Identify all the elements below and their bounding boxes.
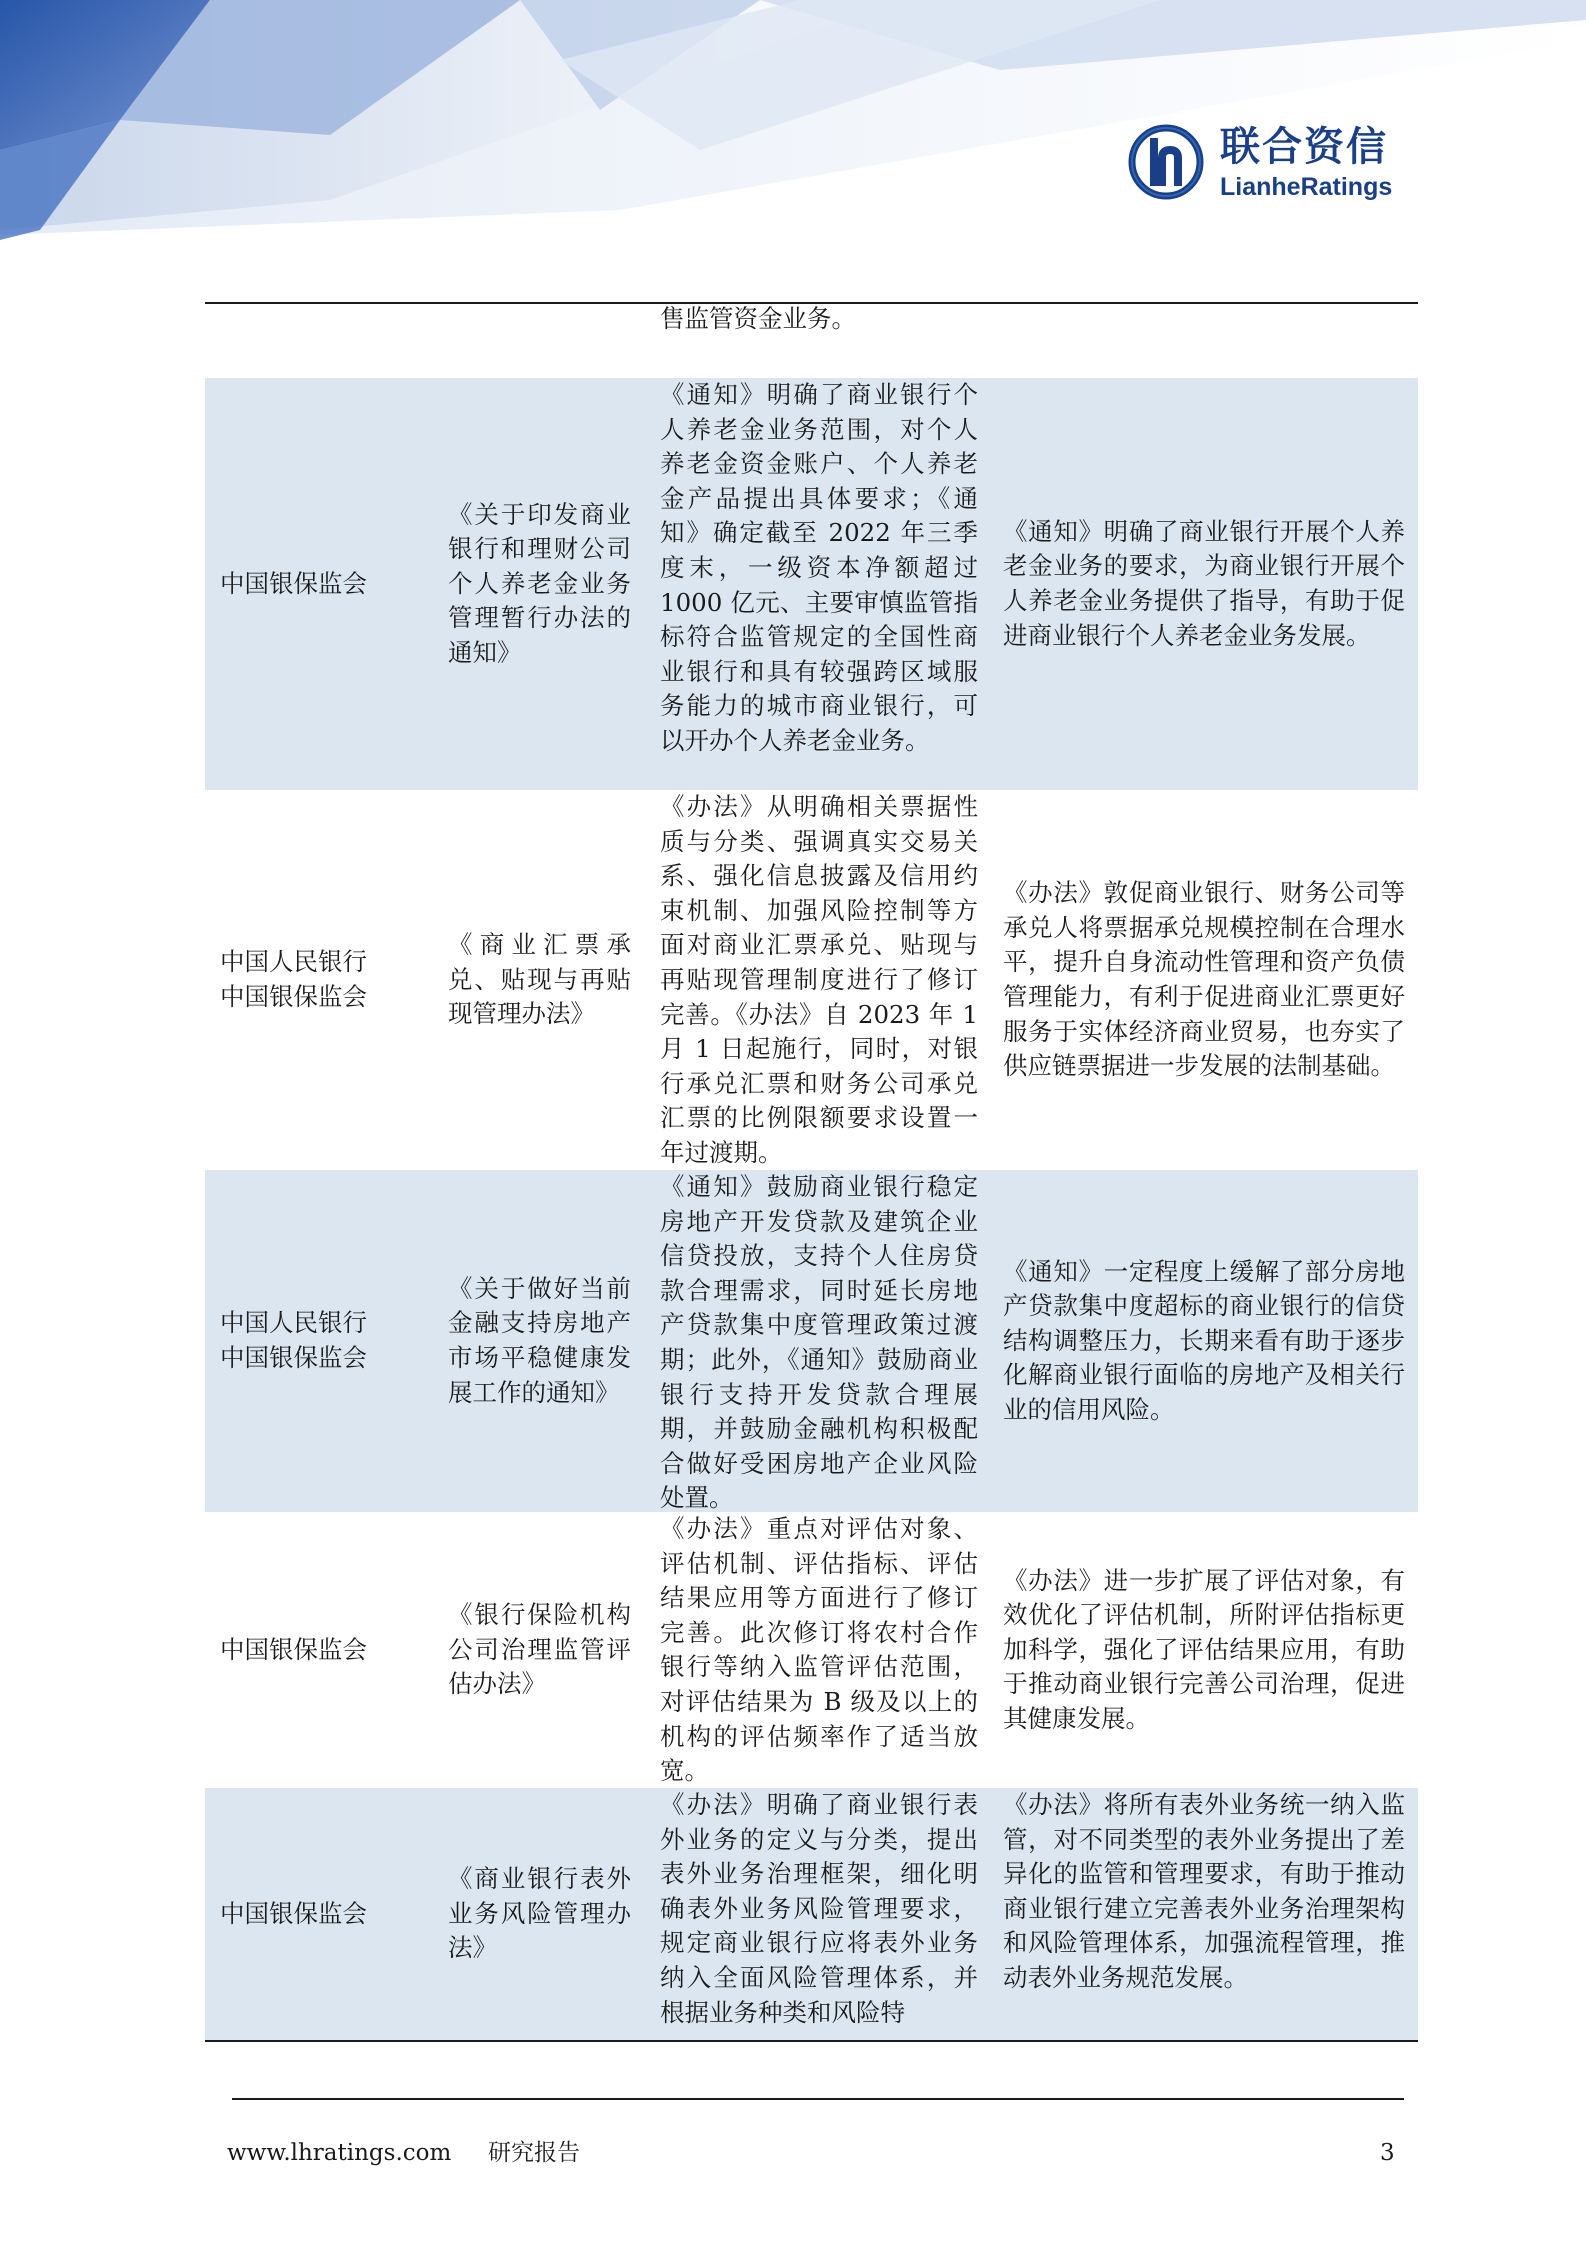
impact-text: 《办法》进一步扩展了评估对象，有效优化了评估机制，所附评估指标更加科学，强化了评估结果应用，有助于推动商业银行完善公司治理，促进其健康发展。 (1003, 1565, 1405, 1733)
document-cell (448, 790, 631, 1170)
regulator-text: 中国银保监会 (220, 568, 367, 598)
document-cell (448, 1788, 631, 2040)
document-title-text: 《关于印发商业银行和理财公司个人养老金业务管理暂行办法的通知》 (448, 499, 631, 667)
document-title-text: 《商业银行表外业务风险管理办法》 (448, 1864, 631, 1963)
continued-content-cell: 售监管资金业务。 (660, 304, 856, 333)
impact-text: 《通知》明确了商业银行开展个人养老金业务的要求，为商业银行开展个人养老金业务提供了指导，有助于促进商业银行个人养老金业务发展。 (1003, 516, 1405, 650)
regulator-text: 中国银保监会 (220, 1898, 367, 1928)
document-cell (448, 1512, 631, 1788)
document-cell (448, 378, 631, 790)
regulator-text: 中国人民银行 中国银保监会 (220, 1308, 367, 1372)
document-title-text: 《银行保险机构公司治理监管评估办法》 (448, 1600, 631, 1699)
content-cell: 《通知》鼓励商业银行稳定房地产开发贷款及建筑企业信贷投放，支持个人住房贷款合理需求，同时延长房地产贷款集中度管理政策过渡期；此外，《通知》鼓励商业银行支持开发贷款合理展期，并鼓励金融机构积极配合做好受困房地产企业风险处置。 (660, 1172, 978, 1513)
regulator-cell (220, 1170, 410, 1512)
impact-cell: 《办法》将所有表外业务统一纳入监管，对不同类型的表外业务提出了差异化的监管和管理要求，有助于推动商业银行建立完善表外业务治理架构和风险管理体系，加强流程管理，推动表外业务规范发展。 (1003, 1790, 1405, 1992)
regulator-cell (220, 1512, 410, 1788)
footer-website[interactable]: www.lhratings.com (227, 2140, 452, 2166)
impact-cell (1003, 1512, 1405, 1788)
document-title-text: 《关于做好当前金融支持房地产市场平稳健康发展工作的通知》 (448, 1273, 631, 1407)
content-cell: 《通知》明确了商业银行个人养老金业务范围，对个人养老金资金账户、个人养老金产品提出具体要求；《通知》确定截至 2022 年三季度末，一级资本净额超过 1000 亿元、主要审慎监管指标符合监管规定的全国性商业银行和具有较强跨区域服务能力的城市商业银行，可以开办个人养老金业务。 (660, 380, 978, 755)
regulator-cell (220, 1788, 410, 2040)
impact-text: 《办法》敦促商业银行、财务公司等承兑人将票据承兑规模控制在合理水平，提升自身流动性管理和资产负债管理能力，有利于促进商业汇票更好服务于实体经济商业贸易，也夯实了供应链票据进一步发展的法制基础。 (1003, 878, 1405, 1081)
lianhe-logo-icon (1128, 124, 1204, 200)
lianhe-ratings-logo (1128, 118, 1418, 208)
impact-text: 《通知》一定程度上缓解了部分房地产贷款集中度超标的商业银行的信贷结构调整压力，长期来看有助于逐步化解商业银行面临的房地产及相关行业的信用风险。 (1003, 1256, 1405, 1424)
logo-name-en: LianheRatings (1220, 173, 1393, 201)
impact-cell (1003, 790, 1405, 1170)
content-cell: 《办法》从明确相关票据性质与分类、强调真实交易关系、强化信息披露及信用约束机制、加强风险控制等方面对商业汇票承兑、贴现与再贴现管理制度进行了修订完善。《办法》自 2023 年 1 月 1 日起施行，同时，对银行承兑汇票和财务公司承兑汇票的比例限额要求设置一年过渡期。 (660, 792, 978, 1167)
regulator-cell (220, 378, 410, 790)
document-title-text: 《商业汇票承兑、贴现与再贴现管理办法》 (448, 930, 631, 1029)
regulator-cell (220, 790, 410, 1170)
logo-name-cn: 联合资信 (1220, 124, 1388, 170)
content-cell: 《办法》明确了商业银行表外业务的定义与分类，提出表外业务治理框架，细化明确表外业务风险管理要求，规定商业银行应将表外业务纳入全面风险管理体系，并根据业务种类和风险特 (660, 1790, 978, 2027)
footer-info (227, 2138, 580, 2168)
document-cell (448, 1170, 631, 1512)
page-number: 3 (1380, 2140, 1395, 2166)
impact-cell (1003, 378, 1405, 790)
regulator-text: 中国银保监会 (220, 1634, 367, 1664)
footer-section-label: 研究报告 (487, 2140, 580, 2166)
content-cell: 《办法》重点对评估对象、评估机制、评估指标、评估结果应用等方面进行了修订完善。此次修订将农村合作银行等纳入监管评估范围，对评估结果为 B 级及以上的机构的评估频率作了适当放宽。 (660, 1514, 978, 1786)
regulator-text: 中国人民银行 中国银保监会 (220, 947, 367, 1011)
footer-rule (232, 2098, 1404, 2100)
table-bottom-rule (205, 2040, 1418, 2042)
impact-cell (1003, 1170, 1405, 1512)
